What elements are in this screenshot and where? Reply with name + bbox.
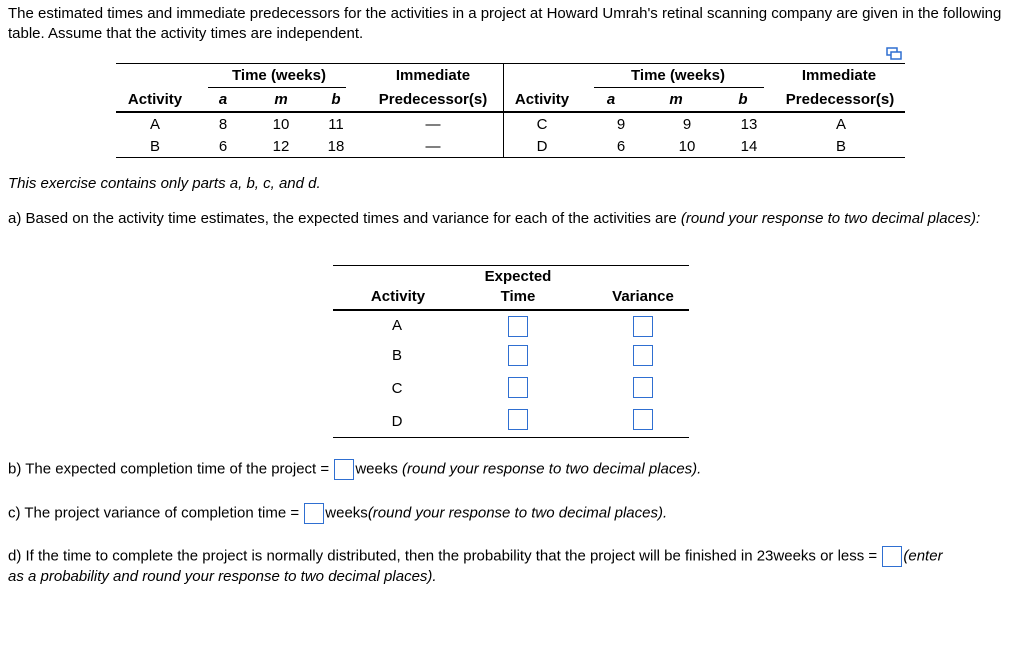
- part-b-unit: weeks: [355, 460, 398, 478]
- pred-group-header: Immediate: [395, 67, 471, 84]
- col-m-right: m: [669, 91, 683, 108]
- project-variance-input[interactable]: [304, 503, 324, 524]
- col-b: b: [331, 91, 341, 108]
- expected-time-input-a[interactable]: [508, 316, 528, 337]
- cell-activity: B: [149, 138, 160, 155]
- copy-icon[interactable]: [886, 47, 902, 61]
- cell-b: 13: [740, 116, 758, 133]
- cell-m: 12: [272, 138, 290, 155]
- col-variance: Variance: [612, 288, 674, 305]
- time-group-header: Time (weeks): [232, 67, 326, 84]
- cell-a: 9: [616, 116, 626, 133]
- part-d-text: d) If the time to complete the project is normally distributed, then the probability that the project will be finished in 23weeks or less =: [8, 547, 878, 565]
- expected-time-input-c[interactable]: [508, 377, 528, 398]
- cell-b: 14: [740, 138, 758, 155]
- part-d-hint: (enter: [903, 547, 943, 565]
- variance-input-c[interactable]: [633, 377, 653, 398]
- col-activity: Activity: [370, 288, 426, 305]
- variance-input-b[interactable]: [633, 345, 653, 366]
- part-c-hint: (round your response to two decimal places).: [367, 504, 668, 522]
- col-m: m: [274, 91, 288, 108]
- cell-a: 6: [218, 138, 228, 155]
- col-pred: Predecessor(s): [378, 91, 488, 108]
- cell-activity: C: [536, 116, 548, 133]
- part-b-prompt: [8, 459, 701, 480]
- cell-pred: —: [425, 138, 441, 155]
- completion-time-input[interactable]: [334, 459, 354, 480]
- col-activity-right: Activity: [514, 91, 570, 108]
- probability-input[interactable]: [882, 546, 902, 567]
- variance-input-d[interactable]: [633, 409, 653, 430]
- time-group-header-right: Time (weeks): [631, 67, 725, 84]
- cell-pred: A: [835, 116, 846, 133]
- col-expected-line2: Time: [500, 288, 536, 305]
- part-c-prompt: [8, 503, 667, 524]
- cell-m: 9: [682, 116, 692, 133]
- part-c-unit: weeks: [325, 504, 368, 522]
- cell-m: 10: [678, 138, 696, 155]
- col-a: a: [218, 91, 228, 108]
- col-b-right: b: [738, 91, 748, 108]
- activity-label: A: [391, 317, 402, 334]
- col-a-right: a: [606, 91, 616, 108]
- exercise-note: This exercise contains only parts a, b, c, and d.: [8, 175, 321, 192]
- col-expected: Expected: [484, 268, 552, 285]
- cell-activity: A: [149, 116, 160, 133]
- expected-variance-table: [333, 265, 689, 439]
- part-a-text: a) Based on the activity time estimates, the expected times and variance for each of the activities are: [8, 210, 681, 227]
- cell-activity: D: [536, 138, 548, 155]
- intro-text: The estimated times and immediate predecessors for the activities in a project at Howard Umrah's retinal scanning company are given in the following table. Assume that the activity times are independent.: [8, 5, 1002, 42]
- part-d-hint-cont: as a probability and round your response to two decimal places).: [8, 568, 437, 585]
- expected-time-input-b[interactable]: [508, 345, 528, 366]
- cell-pred: —: [425, 116, 441, 133]
- col-pred-right: Predecessor(s): [785, 91, 895, 108]
- col-activity: Activity: [127, 91, 183, 108]
- part-d-prompt: [8, 546, 1018, 587]
- cell-pred: B: [835, 138, 846, 155]
- activity-label: D: [391, 413, 403, 430]
- variance-input-a[interactable]: [633, 316, 653, 337]
- part-b-hint: (round your response to two decimal places).: [402, 460, 702, 478]
- activity-label: B: [391, 347, 402, 364]
- expected-time-input-d[interactable]: [508, 409, 528, 430]
- part-a-prompt: [8, 209, 1008, 229]
- pred-group-header-right: Immediate: [801, 67, 877, 84]
- cell-b: 11: [328, 116, 344, 133]
- part-a-hint: (round your response to two decimal places):: [680, 210, 981, 227]
- part-c-text: c) The project variance of completion time =: [8, 504, 300, 522]
- cell-b: 18: [327, 138, 345, 155]
- cell-a: 8: [218, 116, 228, 133]
- activity-table: [116, 63, 905, 159]
- activity-label: C: [391, 380, 403, 397]
- cell-a: 6: [616, 138, 626, 155]
- part-b-text: b) The expected completion time of the project =: [8, 460, 330, 478]
- cell-m: 10: [272, 116, 290, 133]
